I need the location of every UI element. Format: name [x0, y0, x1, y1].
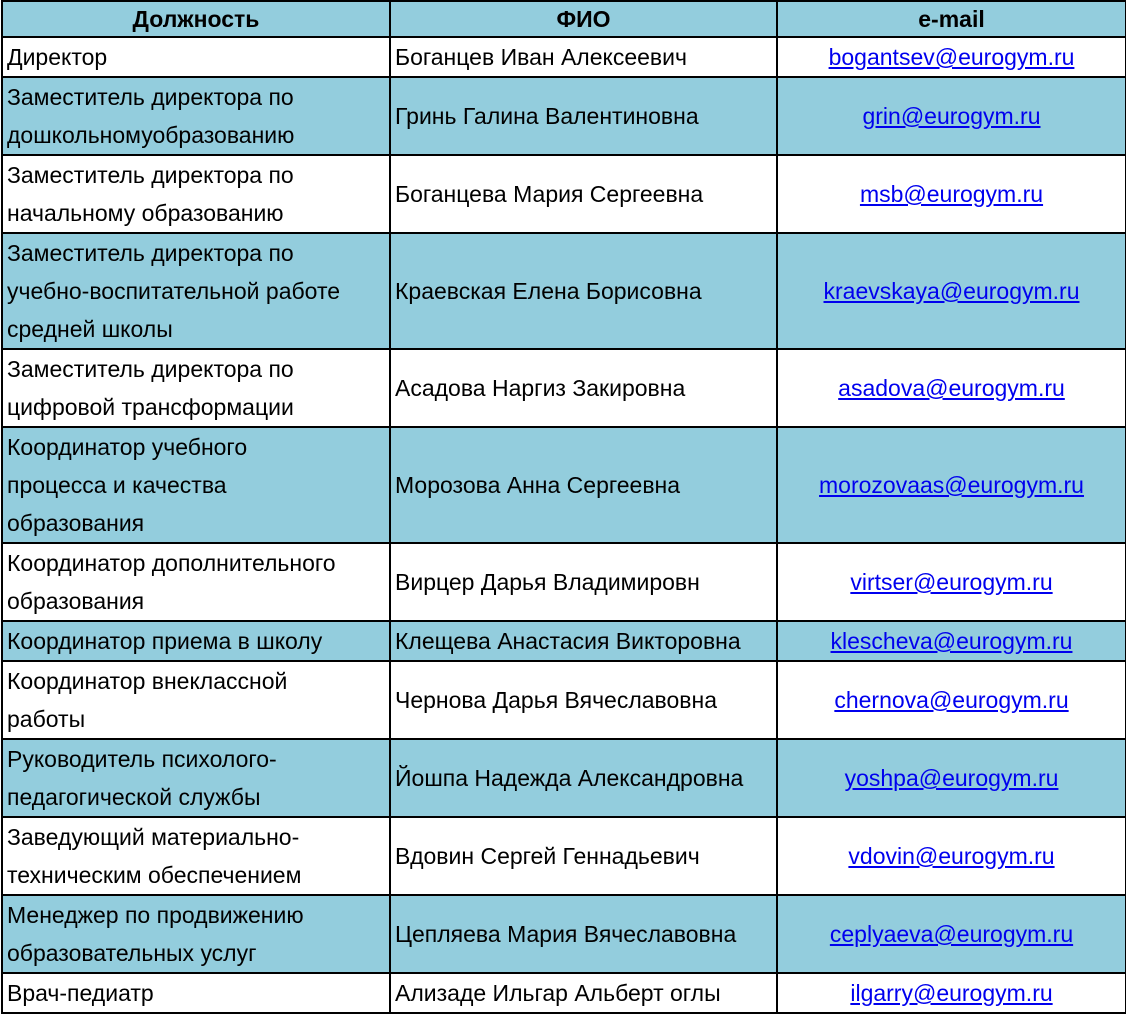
name-cell: Гринь Галина Валентиновна — [390, 77, 777, 155]
position-text: Координатор дополнительного — [7, 550, 336, 576]
position-text: Заведующий материально- — [7, 824, 300, 850]
header-position: Должность — [2, 1, 390, 37]
email-link[interactable]: klescheva@eurogym.ru — [830, 628, 1073, 654]
position-text: процесса и качества — [7, 472, 227, 498]
position-text: Заместитель директора по — [7, 356, 294, 382]
email-link[interactable]: grin@eurogym.ru — [862, 103, 1041, 129]
table-row — [2, 233, 1126, 349]
table-row — [2, 817, 1126, 895]
email-cell — [777, 37, 1126, 77]
table-row — [2, 543, 1126, 621]
email-cell — [777, 233, 1126, 349]
position-cell — [2, 739, 390, 817]
table-row — [2, 739, 1126, 817]
table-row — [2, 621, 1126, 661]
position-text: учебно-воспитательной работе — [7, 278, 341, 304]
email-cell — [777, 427, 1126, 543]
position-text: Заместитель директора по — [7, 84, 294, 110]
position-cell — [2, 77, 390, 155]
table-row — [2, 895, 1126, 973]
email-link[interactable]: bogantsev@eurogym.ru — [828, 44, 1075, 70]
position-text: образовательных услуг — [7, 940, 257, 966]
position-text: Координатор учебного — [7, 434, 248, 460]
position-text: Врач-педиатр — [7, 980, 154, 1006]
table-row — [2, 77, 1126, 155]
position-cell — [2, 349, 390, 427]
name-cell: Вдовин Сергей Геннадьевич — [390, 817, 777, 895]
table-row — [2, 427, 1126, 543]
email-link[interactable]: kraevskaya@eurogym.ru — [823, 278, 1080, 304]
email-cell — [777, 621, 1126, 661]
position-text: цифровой трансформации — [7, 394, 294, 420]
email-link[interactable]: asadova@eurogym.ru — [838, 375, 1065, 401]
position-text: Руководитель психолого- — [7, 746, 277, 772]
position-cell — [2, 973, 390, 1013]
position-text: работы — [7, 706, 86, 732]
staff-contacts-table — [1, 0, 1126, 1014]
email-cell — [777, 155, 1126, 233]
position-cell — [2, 543, 390, 621]
name-cell: Морозова Анна Сергеевна — [390, 427, 777, 543]
email-link[interactable]: msb@eurogym.ru — [859, 181, 1044, 207]
position-text: Заместитель директора по — [7, 162, 294, 188]
name-cell: Боганцева Мария Сергеевна — [390, 155, 777, 233]
table-row — [2, 661, 1126, 739]
email-link[interactable]: ilgarry@eurogym.ru — [850, 980, 1053, 1006]
name-cell: Боганцев Иван Алексеевич — [390, 37, 777, 77]
table-row — [2, 349, 1126, 427]
position-cell — [2, 817, 390, 895]
name-cell: Краевская Елена Борисовна — [390, 233, 777, 349]
email-link[interactable]: vdovin@eurogym.ru — [848, 843, 1055, 869]
email-cell — [777, 349, 1126, 427]
table-row — [2, 155, 1126, 233]
name-cell: Чернова Дарья Вячеславовна — [390, 661, 777, 739]
name-cell: Йошпа Надежда Александровна — [390, 739, 777, 817]
email-link[interactable]: morozovaas@eurogym.ru — [819, 472, 1084, 498]
email-link[interactable]: ceplyaeva@eurogym.ru — [829, 921, 1074, 947]
position-text: образования — [7, 510, 145, 536]
name-cell: Ализаде Ильгар Альберт оглы — [390, 973, 777, 1013]
table-row — [2, 973, 1126, 1013]
email-cell — [777, 543, 1126, 621]
email-cell — [777, 661, 1126, 739]
position-text: Менеджер по продвижению — [7, 902, 304, 928]
email-link[interactable]: yoshpa@eurogym.ru — [844, 765, 1059, 791]
email-cell — [777, 895, 1126, 973]
email-cell — [777, 817, 1126, 895]
position-cell — [2, 37, 390, 77]
table-body — [2, 37, 1126, 1013]
position-cell — [2, 895, 390, 973]
position-text: Заместитель директора по — [7, 240, 294, 266]
position-text: начальному образованию — [7, 200, 284, 226]
header-email: e-mail — [777, 1, 1126, 37]
position-text: педагогической службы — [7, 784, 261, 810]
name-cell: Вирцер Дарья Владимировн — [390, 543, 777, 621]
position-text: образования — [7, 588, 145, 614]
position-text: техническим обеспечением — [7, 862, 302, 888]
position-text: Координатор внеклассной — [7, 668, 288, 694]
position-cell — [2, 427, 390, 543]
email-link[interactable]: chernova@eurogym.ru — [834, 687, 1069, 713]
email-cell — [777, 77, 1126, 155]
header-row — [2, 1, 1126, 37]
position-cell — [2, 621, 390, 661]
position-text: Директор — [7, 44, 108, 70]
name-cell: Клещева Анастасия Викторовна — [390, 621, 777, 661]
position-text: дошкольномуобразованию — [7, 122, 295, 148]
position-text: Координатор приема в школу — [7, 628, 323, 654]
position-cell — [2, 155, 390, 233]
table-row — [2, 37, 1126, 77]
position-cell — [2, 661, 390, 739]
header-name: ФИО — [390, 1, 777, 37]
email-link[interactable]: virtser@eurogym.ru — [850, 569, 1053, 595]
name-cell: Асадова Наргиз Закировна — [390, 349, 777, 427]
email-cell — [777, 739, 1126, 817]
position-cell — [2, 233, 390, 349]
position-text: средней школы — [7, 316, 173, 342]
email-cell — [777, 973, 1126, 1013]
name-cell: Цепляева Мария Вячеславовна — [390, 895, 777, 973]
